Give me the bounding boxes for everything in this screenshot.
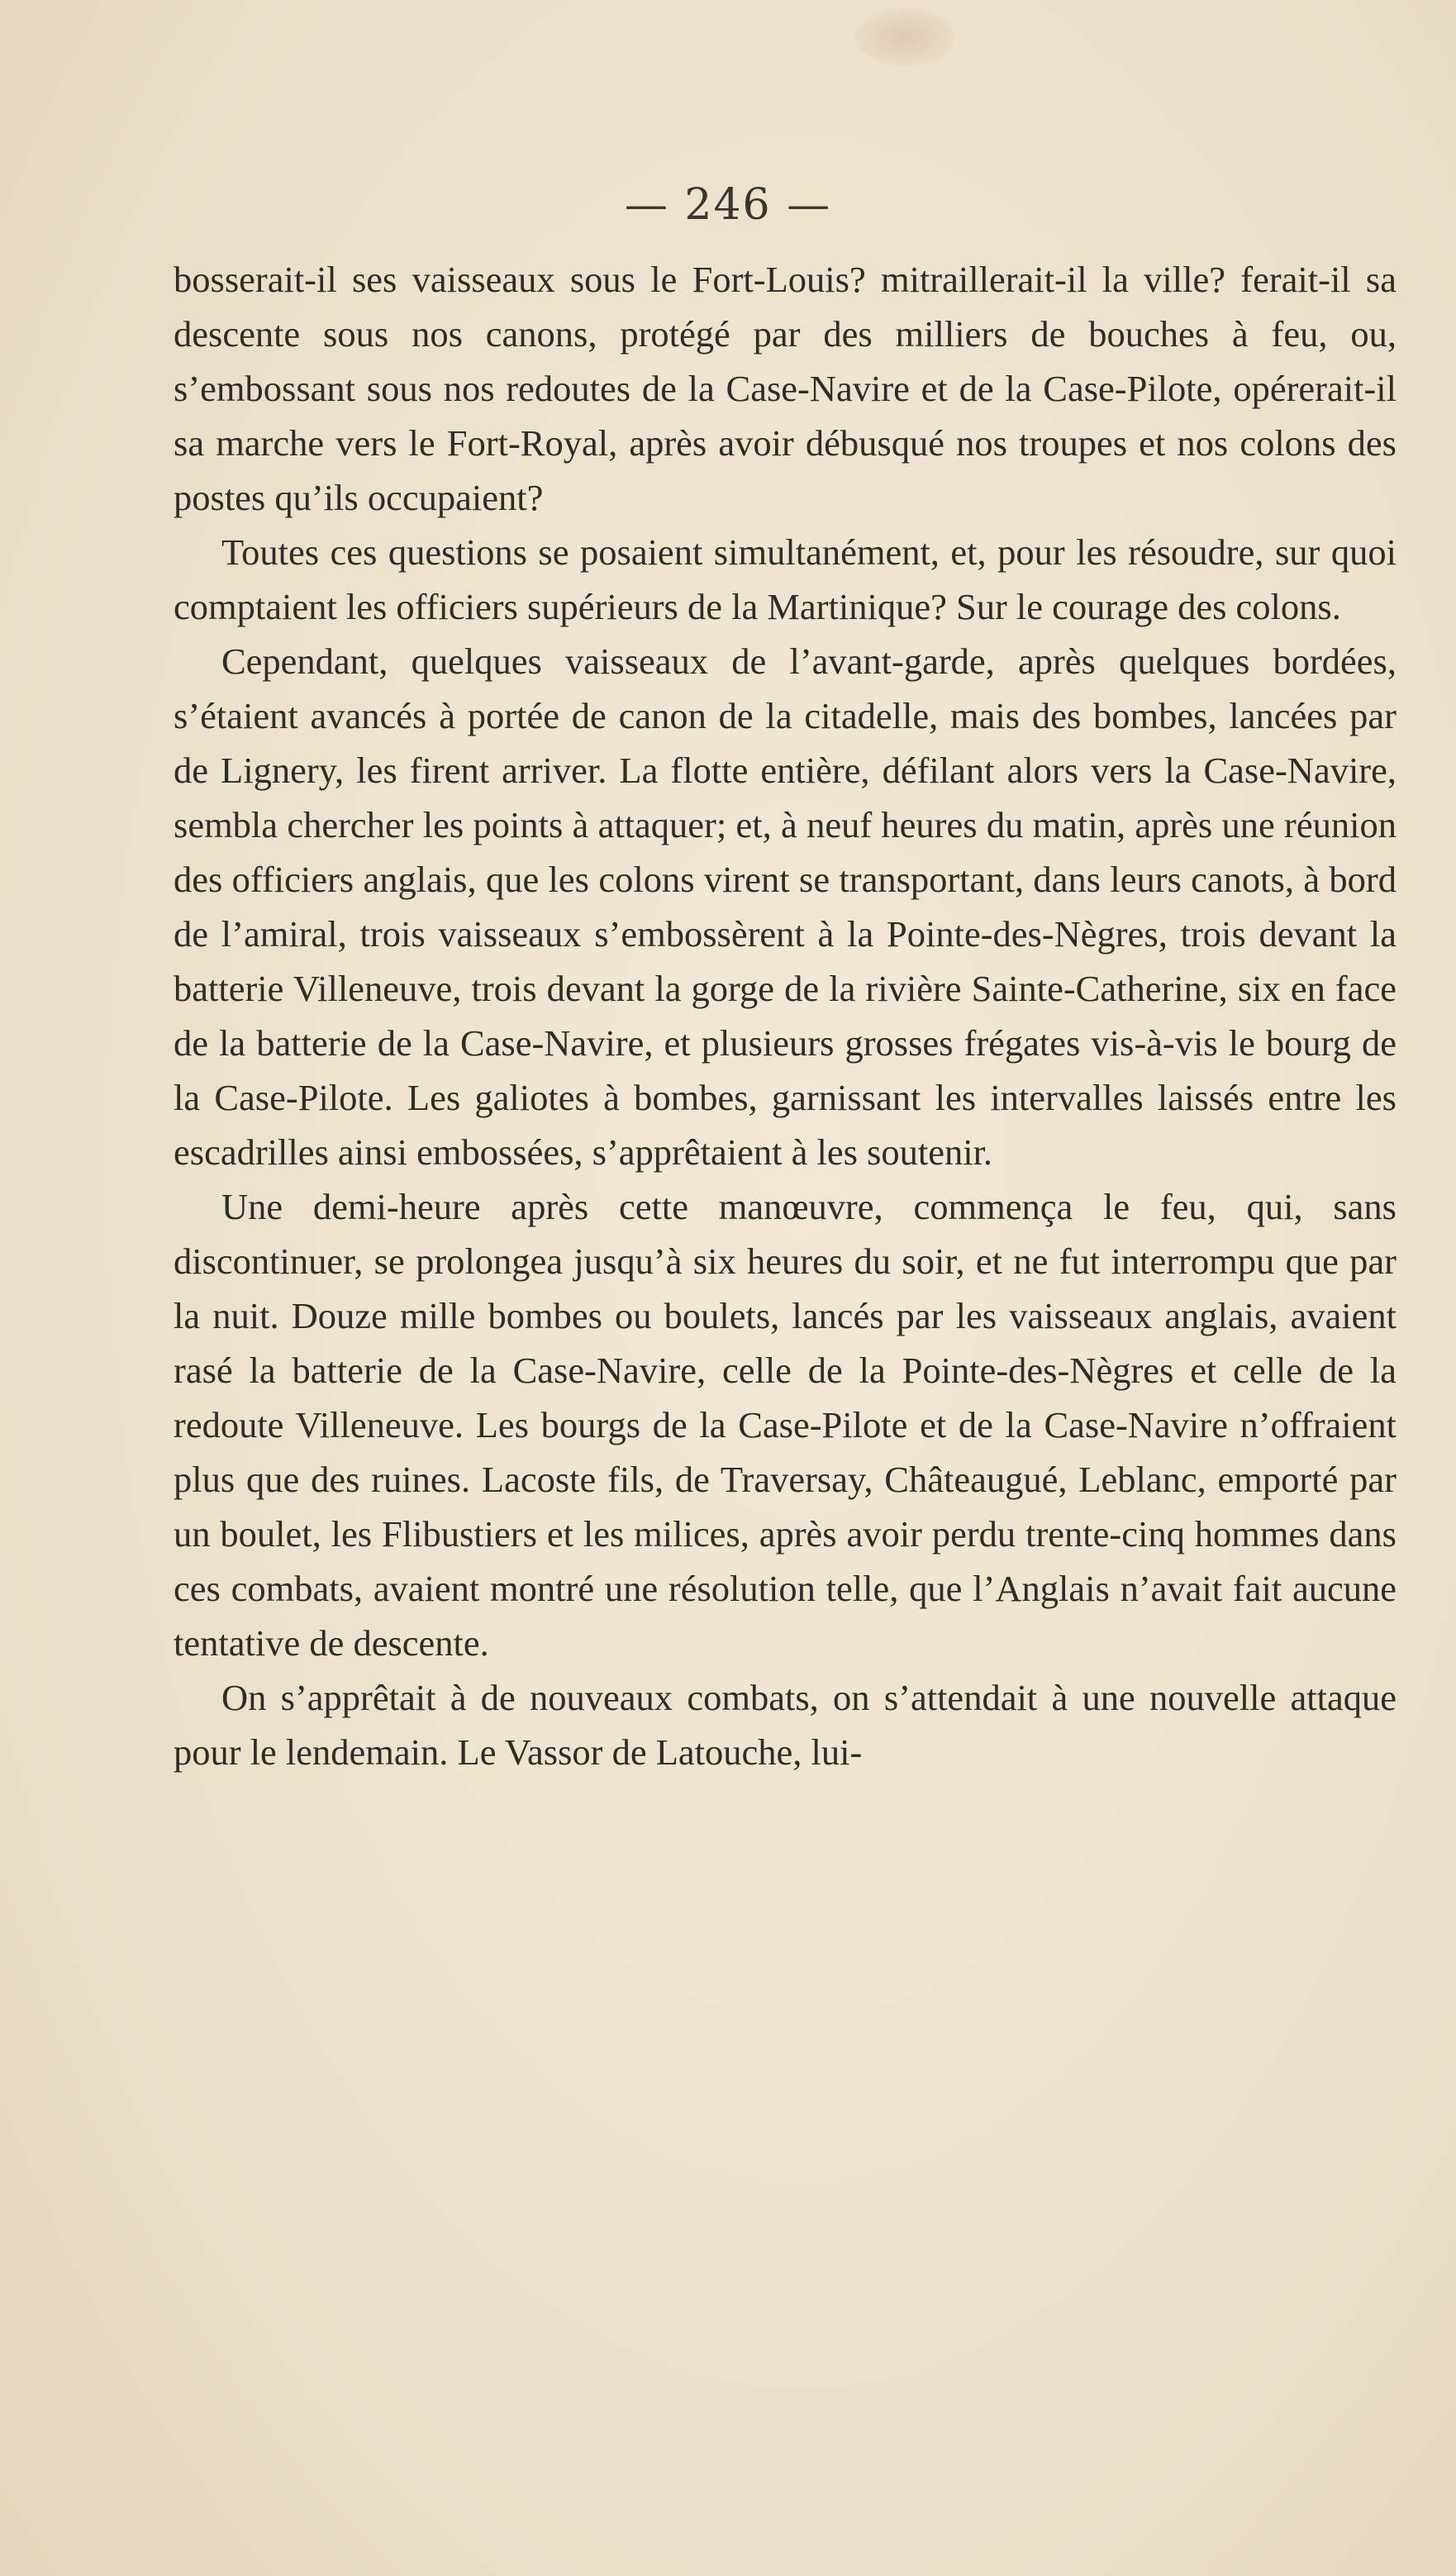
paragraph-5: On s’apprêtait à de nouveaux combats, on s’attendait à une nouvelle attaque pour le lendemain. Le Vassor de Latouche, lui- (174, 1677, 1397, 1773)
body-text (174, 252, 1397, 1779)
paragraph-2: Toutes ces questions se posaient simultanément, et, pour les résoudre, sur quoi comptaient les officiers supérieurs de la Martinique? Sur le courage des colons. (174, 531, 1397, 627)
paragraph-3: Cependant, quelques vaisseaux de l’avant-garde, après quelques bordées, s’étaient avancés à portée de canon de la citadelle, mais des bombes, lancées par de Lignery, les firent arriver. La flotte entière, défilant alors vers la Case-Navire, sembla chercher les points à attaquer; et, à neuf heures du matin, après une réunion des officiers anglais, que les colons virent se transportant, dans leurs canots, à bord de l’amiral, trois vaisseaux s’embossèrent à la Pointe-des-Nègres, trois devant la batterie Villeneuve, trois devant la gorge de la rivière Sainte-Catherine, six en face de la batterie de la Case-Navire, et plusieurs grosses frégates vis-à-vis le bourg de la Case-Pilote. Les galiotes à bombes, garnissant les intervalles laissés entre les escadrilles ainsi embossées, s’apprêtaient à les soutenir. (174, 640, 1397, 1173)
paragraph-4: Une demi-heure après cette manœuvre, commença le feu, qui, sans discontinuer, se prolongea jusqu’à six heures du soir, et ne fut interrompu que par la nuit. Douze mille bombes ou boulets, lancés par les vaisseaux anglais, avaient rasé la batterie de la Case-Navire, celle de la Pointe-des-Nègres et celle de la redoute Villeneuve. Les bourgs de la Case-Pilote et de la Case-Navire n’offraient plus que des ruines. Lacoste fils, de Traversay, Châteaugué, Leblanc, emporté par un boulet, les Flibustiers et les milices, après avoir perdu trente-cinq hommes dans ces combats, avaient montré une résolution telle, que l’Anglais n’avait fait aucune tentative de descente. (174, 1186, 1397, 1664)
paragraph-1: bosserait-il ses vaisseaux sous le Fort-Louis? mitraillerait-il la ville? ferait-il sa descente sous nos canons, protégé par des milliers de bouches à feu, ou, s’embossant sous nos redoutes de la Case-Navire et de la Case-Pilote, opérerait-il sa marche vers le Fort-Royal, après avoir débusqué nos troupes et nos colons des postes qu’ils occupaient? (174, 259, 1397, 518)
page-number: — 246 — (624, 180, 832, 230)
paper-stain (855, 8, 954, 66)
